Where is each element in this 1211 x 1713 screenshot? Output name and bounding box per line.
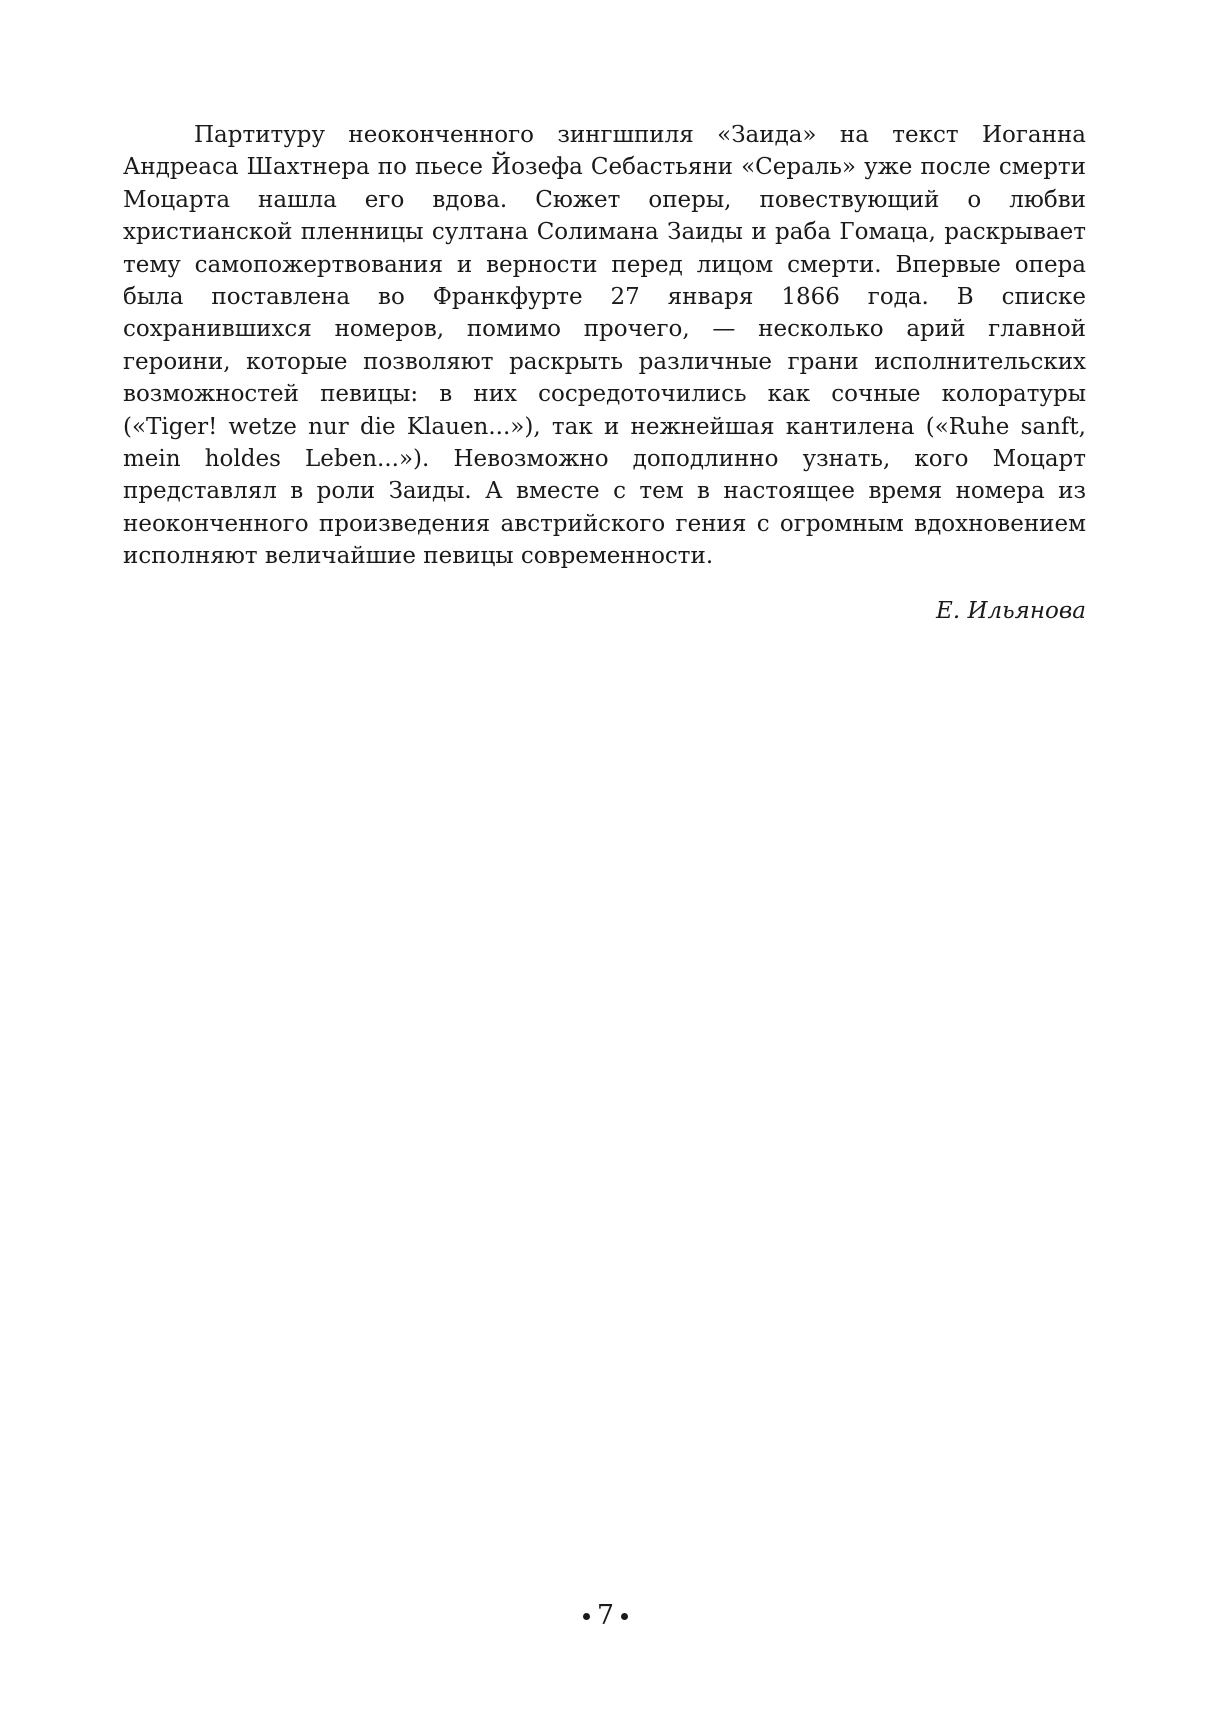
bullet-dot-icon xyxy=(583,1613,590,1620)
page-number-value: 7 xyxy=(596,1600,615,1631)
author-signature: Е. Ильянова xyxy=(936,597,1086,624)
body-paragraph: Партитуру неоконченного зингшпиля «Заида» на текст Иоганна Андреаса Шахтнера по пьесе Йозефа Себастьяни «Сераль» уже после смерти Моцарта нашла его вдова. Сюжет оперы, повествующий о любви христианской пленницы султана Солимана Заиды и раба Гомаца, раскрывает тему самопожертвования и верности перед лицом смерти. Впервые опера была поставлена во Франкфурте 27 января 1866 года. В списке сохранившихся номеров, помимо прочего, — несколько арий главной героини, которые позволяют раскрыть различные грани исполнительских возможностей певицы: в них сосредоточились как сочные колоратуры («Tiger! wetze nur die Klauen...»), так и нежнейшая кантилена («Ruhe sanft, mein holdes Leben...»). Невозможно доподлинно узнать, кого Моцарт представлял в роли Заиды. А вместе с тем в настоящее время номера из неоконченного произведения австрийского гения с огромным вдохновением исполняют величайшие певицы современности. xyxy=(123,122,1086,570)
page-number xyxy=(0,1599,1211,1633)
bullet-dot-icon xyxy=(621,1613,628,1620)
text-block xyxy=(123,119,1086,627)
